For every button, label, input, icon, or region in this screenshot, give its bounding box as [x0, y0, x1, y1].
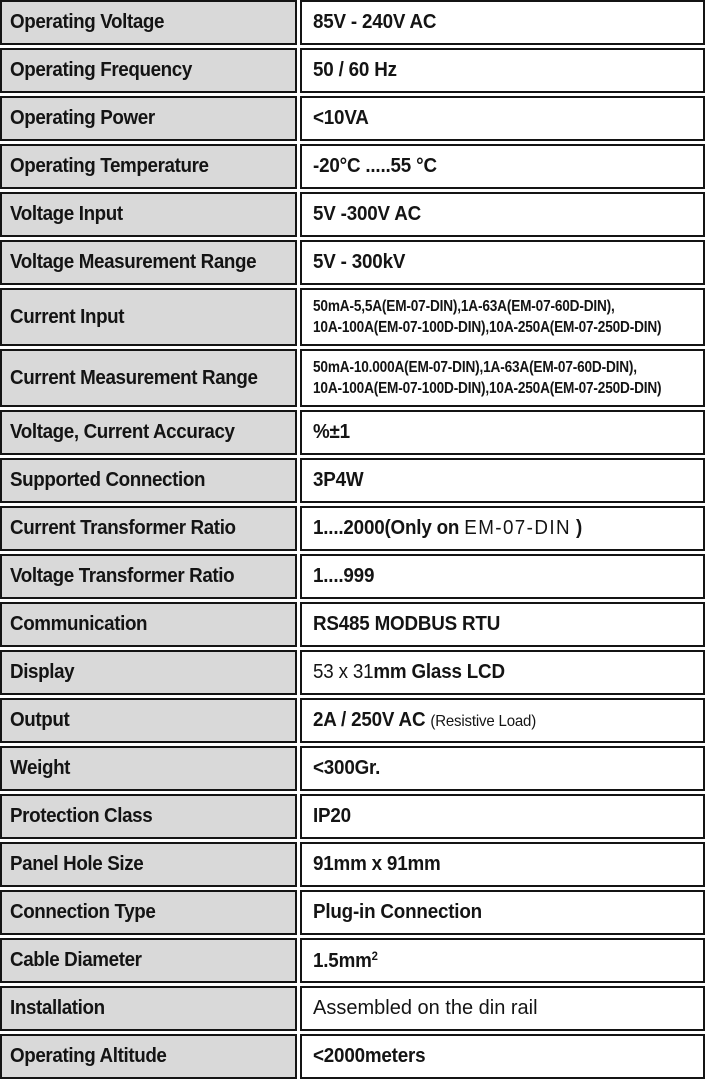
- spec-value-cell: [300, 794, 705, 839]
- spec-value-cell: [300, 192, 705, 237]
- spec-value-cell: [300, 506, 705, 551]
- spec-label-cell: [0, 458, 297, 503]
- spec-value: Assembled on the din rail: [313, 997, 538, 1019]
- spec-label-cell: [0, 794, 297, 839]
- spec-value: %±1: [313, 421, 350, 443]
- spec-label-cell: [0, 506, 297, 551]
- spec-row-supported-connection: [0, 458, 705, 503]
- spec-label-cell: [0, 144, 297, 189]
- spec-label-cell: [0, 602, 297, 647]
- spec-row-voltage-measurement-range: [0, 240, 705, 285]
- spec-value-cell: [300, 842, 705, 887]
- spec-label-cell: [0, 410, 297, 455]
- spec-value: <300Gr.: [313, 757, 381, 779]
- spec-value-cell: [300, 554, 705, 599]
- spec-value: 91mm x 91mm: [313, 853, 441, 875]
- spec-label-cell: [0, 288, 297, 346]
- spec-value-note: (Resistive Load): [430, 713, 537, 730]
- spec-row-voltage-current-accuracy: [0, 410, 705, 455]
- spec-label: Connection Type: [10, 901, 156, 923]
- spec-value: [313, 709, 536, 732]
- spec-value: 1....999: [313, 565, 375, 587]
- spec-label-cell: [0, 96, 297, 141]
- spec-label-cell: [0, 1034, 297, 1079]
- spec-value: [313, 949, 378, 973]
- spec-value: 85V - 240V AC: [313, 11, 437, 33]
- spec-row-operating-temperature: [0, 144, 705, 189]
- spec-value: 50 / 60 Hz: [313, 59, 397, 81]
- spec-label-cell: [0, 192, 297, 237]
- spec-row-voltage-input: [0, 192, 705, 237]
- spec-label-cell: [0, 938, 297, 983]
- spec-label: Current Transformer Ratio: [10, 517, 236, 539]
- spec-value-suffix: ): [570, 517, 583, 539]
- spec-value-cell: [300, 240, 705, 285]
- spec-label-cell: [0, 48, 297, 93]
- spec-label-cell: [0, 240, 297, 285]
- spec-label: Operating Voltage: [10, 11, 165, 33]
- spec-label: Current Input: [10, 305, 125, 328]
- spec-value-cell: [300, 650, 705, 695]
- spec-value: <10VA: [313, 107, 369, 129]
- spec-row-weight: [0, 746, 705, 791]
- spec-row-current-input: [0, 288, 705, 346]
- spec-row-protection-class: [0, 794, 705, 839]
- spec-value: 3P4W: [313, 469, 364, 491]
- spec-label: Communication: [10, 613, 148, 635]
- spec-value-cell: [300, 48, 705, 93]
- spec-value-cell: [300, 890, 705, 935]
- spec-row-voltage-transformer-ratio: [0, 554, 705, 599]
- spec-value-main: 2A / 250V AC: [313, 709, 431, 731]
- spec-label: Operating Temperature: [10, 155, 209, 177]
- spec-value: [313, 357, 661, 399]
- spec-row-communication: [0, 602, 705, 647]
- spec-label: Installation: [10, 997, 105, 1019]
- spec-value-cell: [300, 288, 705, 346]
- spec-label-cell: [0, 746, 297, 791]
- spec-value: -20°C .....55 °C: [313, 155, 437, 177]
- spec-label-cell: [0, 986, 297, 1031]
- spec-label-cell: [0, 349, 297, 407]
- spec-value-rest: mm Glass LCD: [373, 661, 505, 683]
- spec-value-line: 10A-100A(EM-07-100D-DIN),10A-250A(EM-07-250D-DIN): [313, 380, 662, 397]
- spec-label-cell: [0, 890, 297, 935]
- spec-value: RS485 MODBUS RTU: [313, 613, 501, 635]
- spec-label: Supported Connection: [10, 469, 206, 491]
- spec-value-main: 1.5mm: [313, 949, 372, 972]
- spec-value-cell: [300, 96, 705, 141]
- spec-value: <2000meters: [313, 1045, 426, 1067]
- spec-label: Voltage Transformer Ratio: [10, 565, 235, 587]
- spec-row-output: [0, 698, 705, 743]
- spec-value-dimensions: 53 x 31: [313, 661, 374, 683]
- spec-label: Voltage Measurement Range: [10, 251, 257, 273]
- spec-value: IP20: [313, 805, 351, 827]
- spec-label: Operating Altitude: [10, 1045, 167, 1067]
- spec-value-cell: [300, 410, 705, 455]
- spec-label: Operating Frequency: [10, 59, 192, 81]
- spec-label: Protection Class: [10, 805, 153, 827]
- spec-value: 5V - 300kV: [313, 251, 406, 273]
- spec-value-cell: [300, 746, 705, 791]
- spec-value: [313, 517, 582, 540]
- spec-row-current-transformer-ratio: [0, 506, 705, 551]
- spec-row-display: [0, 650, 705, 695]
- spec-value-cell: [300, 602, 705, 647]
- spec-value-line: 50mA-5,5A(EM-07-DIN),1A-63A(EM-07-60D-DIN),: [313, 298, 615, 315]
- spec-value-cell: [300, 698, 705, 743]
- spec-row-operating-voltage: [0, 0, 705, 45]
- spec-label-cell: [0, 698, 297, 743]
- spec-value: [313, 296, 661, 338]
- spec-label: Operating Power: [10, 107, 155, 129]
- spec-value-cell: [300, 938, 705, 983]
- spec-label: Current Measurement Range: [10, 366, 258, 389]
- spec-value-cell: [300, 986, 705, 1031]
- spec-row-cable-diameter: [0, 938, 705, 983]
- spec-row-current-measurement-range: [0, 349, 705, 407]
- spec-value-model-name: EM-07-DIN: [464, 517, 571, 539]
- spec-row-installation: [0, 986, 705, 1031]
- spec-value-line: 50mA-10.000A(EM-07-DIN),1A-63A(EM-07-60D-DIN),: [313, 359, 637, 376]
- spec-value: Plug-in Connection: [313, 901, 482, 923]
- spec-label-cell: [0, 650, 297, 695]
- spec-row-panel-hole-size: [0, 842, 705, 887]
- spec-row-operating-frequency: [0, 48, 705, 93]
- spec-value-cell: [300, 1034, 705, 1079]
- spec-label: Weight: [10, 757, 71, 779]
- spec-value-superscript: 2: [371, 948, 378, 963]
- spec-label: Display: [10, 661, 75, 683]
- spec-row-operating-power: [0, 96, 705, 141]
- spec-label: Panel Hole Size: [10, 853, 144, 875]
- spec-value-line: 10A-100A(EM-07-100D-DIN),10A-250A(EM-07-250D-DIN): [313, 319, 662, 336]
- spec-value-prefix: 1....2000(Only on: [313, 517, 465, 539]
- spec-value-cell: [300, 458, 705, 503]
- spec-value-cell: [300, 144, 705, 189]
- spec-label-cell: [0, 0, 297, 45]
- spec-value-cell: [300, 0, 705, 45]
- spec-value: [313, 661, 505, 684]
- spec-row-operating-altitude: [0, 1034, 705, 1079]
- spec-label-cell: [0, 554, 297, 599]
- spec-label: Voltage Input: [10, 203, 123, 225]
- spec-value: 5V -300V AC: [313, 203, 421, 225]
- spec-label: Output: [10, 709, 70, 731]
- spec-label-cell: [0, 842, 297, 887]
- spec-row-connection-type: [0, 890, 705, 935]
- spec-label: Voltage, Current Accuracy: [10, 421, 235, 443]
- spec-label: Cable Diameter: [10, 949, 142, 971]
- spec-value-cell: [300, 349, 705, 407]
